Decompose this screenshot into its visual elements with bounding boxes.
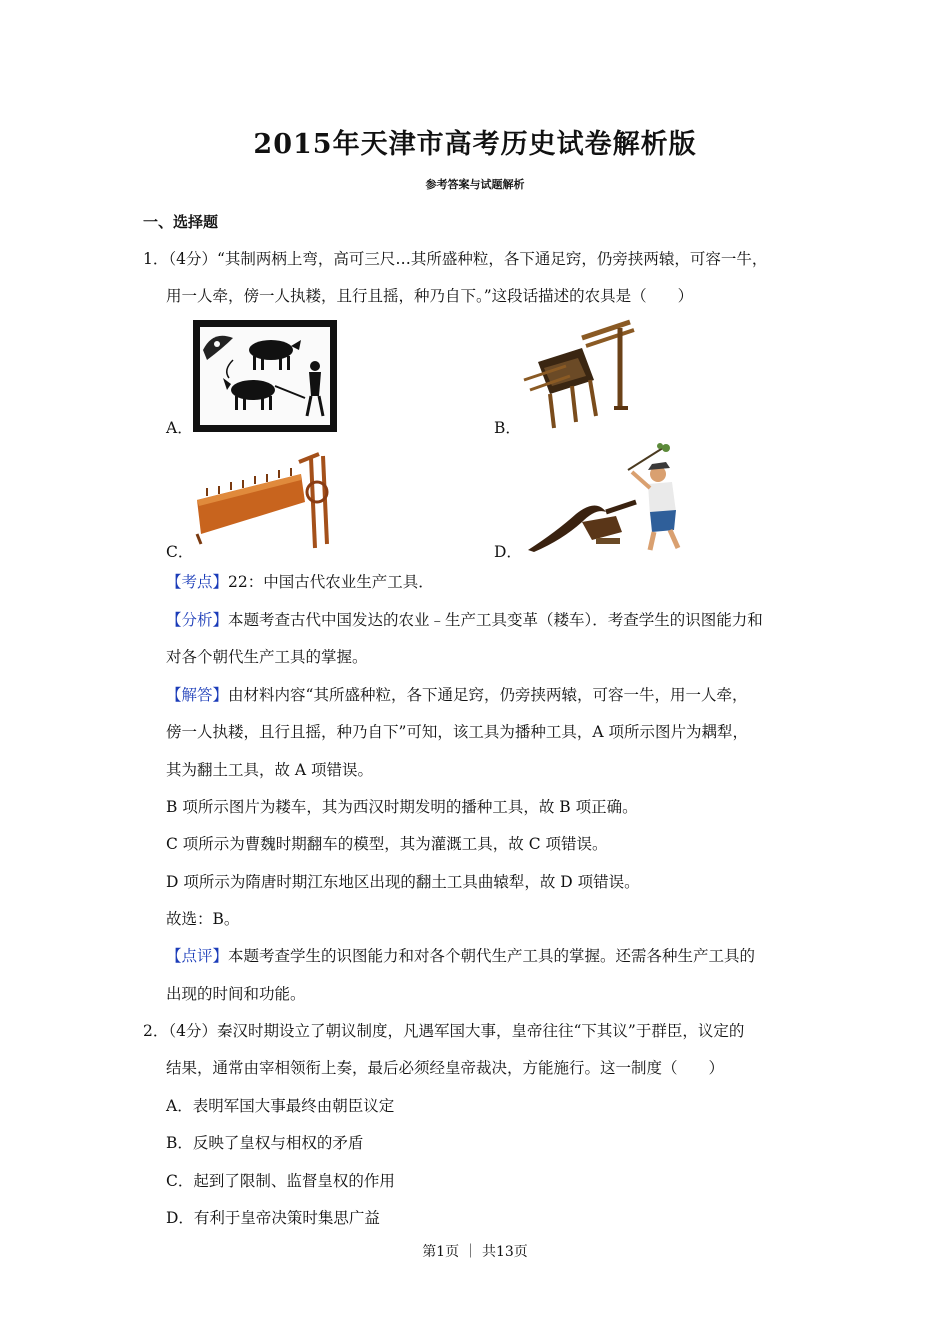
q2-option-c: C．起到了限制、监督皇权的作用 xyxy=(166,1172,395,1190)
q1-option-c-analysis: C 项所示为曹魏时期翻车的模型，其为灌溉工具，故 C 项错误。 xyxy=(166,835,608,853)
option-d-label: D． xyxy=(494,543,522,561)
page-footer: 第1页 ｜ 共13页 xyxy=(422,1244,528,1260)
dianping-tag: 【点评】 xyxy=(166,947,229,965)
q1-answer: 故选：B。 xyxy=(166,910,240,928)
q1-fenxi-line2: 对各个朝代生产工具的掌握。 xyxy=(166,648,368,666)
q1-jieda-line1 xyxy=(166,685,747,705)
q2-stem-line2: 结果，通常由宰相领衔上奏，最后必须经皇帝裁决，方能施行。这一制度（ ） xyxy=(166,1059,725,1077)
kaodian-text: 22：中国古代农业生产工具． xyxy=(228,573,434,591)
option-b-image xyxy=(520,318,640,432)
jieda-text1: 由材料内容“其所盛种粒，各下通足窍，仍旁挟两辕，可容一牛，用一人牵， xyxy=(228,686,748,704)
q2-option-b: B．反映了皇权与相权的矛盾 xyxy=(166,1134,364,1152)
q1-jieda-line3: 其为翻土工具，故 A 项错误。 xyxy=(166,761,374,779)
option-d-image xyxy=(526,442,686,554)
document-subtitle: 参考答案与试题解析 xyxy=(425,178,525,191)
fenxi-tag: 【分析】 xyxy=(166,611,229,629)
q1-dianping-line1 xyxy=(166,946,755,966)
option-c-label: C． xyxy=(166,543,194,561)
q1-fenxi-line1 xyxy=(166,610,763,630)
q1-stem-line2: 用一人牵，傍一人执耧，且行且摇，种乃自下。”这段话描述的农具是（ ） xyxy=(166,287,694,305)
q1-option-d-analysis: D 项所示为隋唐时期江东地区出现的翻土工具曲辕犁，故 D 项错误。 xyxy=(166,873,640,891)
section-heading: 一、选择题 xyxy=(143,213,219,231)
jieda-tag: 【解答】 xyxy=(166,686,229,704)
q2-stem-line1: 2．（4分）秦汉时期设立了朝议制度，凡遇军国大事，皇帝往往“下其议”于群臣，议定的 xyxy=(143,1022,745,1040)
q1-stem-line1: 1．（4分）“其制两柄上弯，高可三尺…其所盛种粒，各下通足窍，仍旁挟两辕，可容一牛， xyxy=(143,250,768,268)
q1-option-b-analysis: B 项所示图片为耧车，其为西汉时期发明的播种工具，故 B 项正确。 xyxy=(166,798,638,816)
q1-jieda-line2: 傍一人执耧，且行且摇，种乃自下”可知，该工具为播种工具，A 项所示图片为耦犁， xyxy=(166,723,749,741)
document-title: 2015年天津市高考历史试卷解析版 xyxy=(253,129,697,160)
q2-option-d: D．有利于皇帝决策时集思广益 xyxy=(166,1209,380,1227)
option-a-image xyxy=(193,320,337,432)
q2-option-a: A．表明军国大事最终由朝臣议定 xyxy=(166,1097,395,1115)
kaodian-tag: 【考点】 xyxy=(166,573,229,591)
fenxi-text1: 本题考查古代中国发达的农业﹣生产工具变革（耧车）．考查学生的识图能力和 xyxy=(228,611,763,629)
dianping-text1: 本题考查学生的识图能力和对各个朝代生产工具的掌握。还需各种生产工具的 xyxy=(228,947,756,965)
option-a-label: A． xyxy=(166,419,193,437)
option-c-image xyxy=(193,452,337,552)
option-b-label: B． xyxy=(494,419,521,437)
q1-kaodian xyxy=(166,572,434,592)
q1-dianping-line2: 出现的时间和功能。 xyxy=(166,985,306,1003)
